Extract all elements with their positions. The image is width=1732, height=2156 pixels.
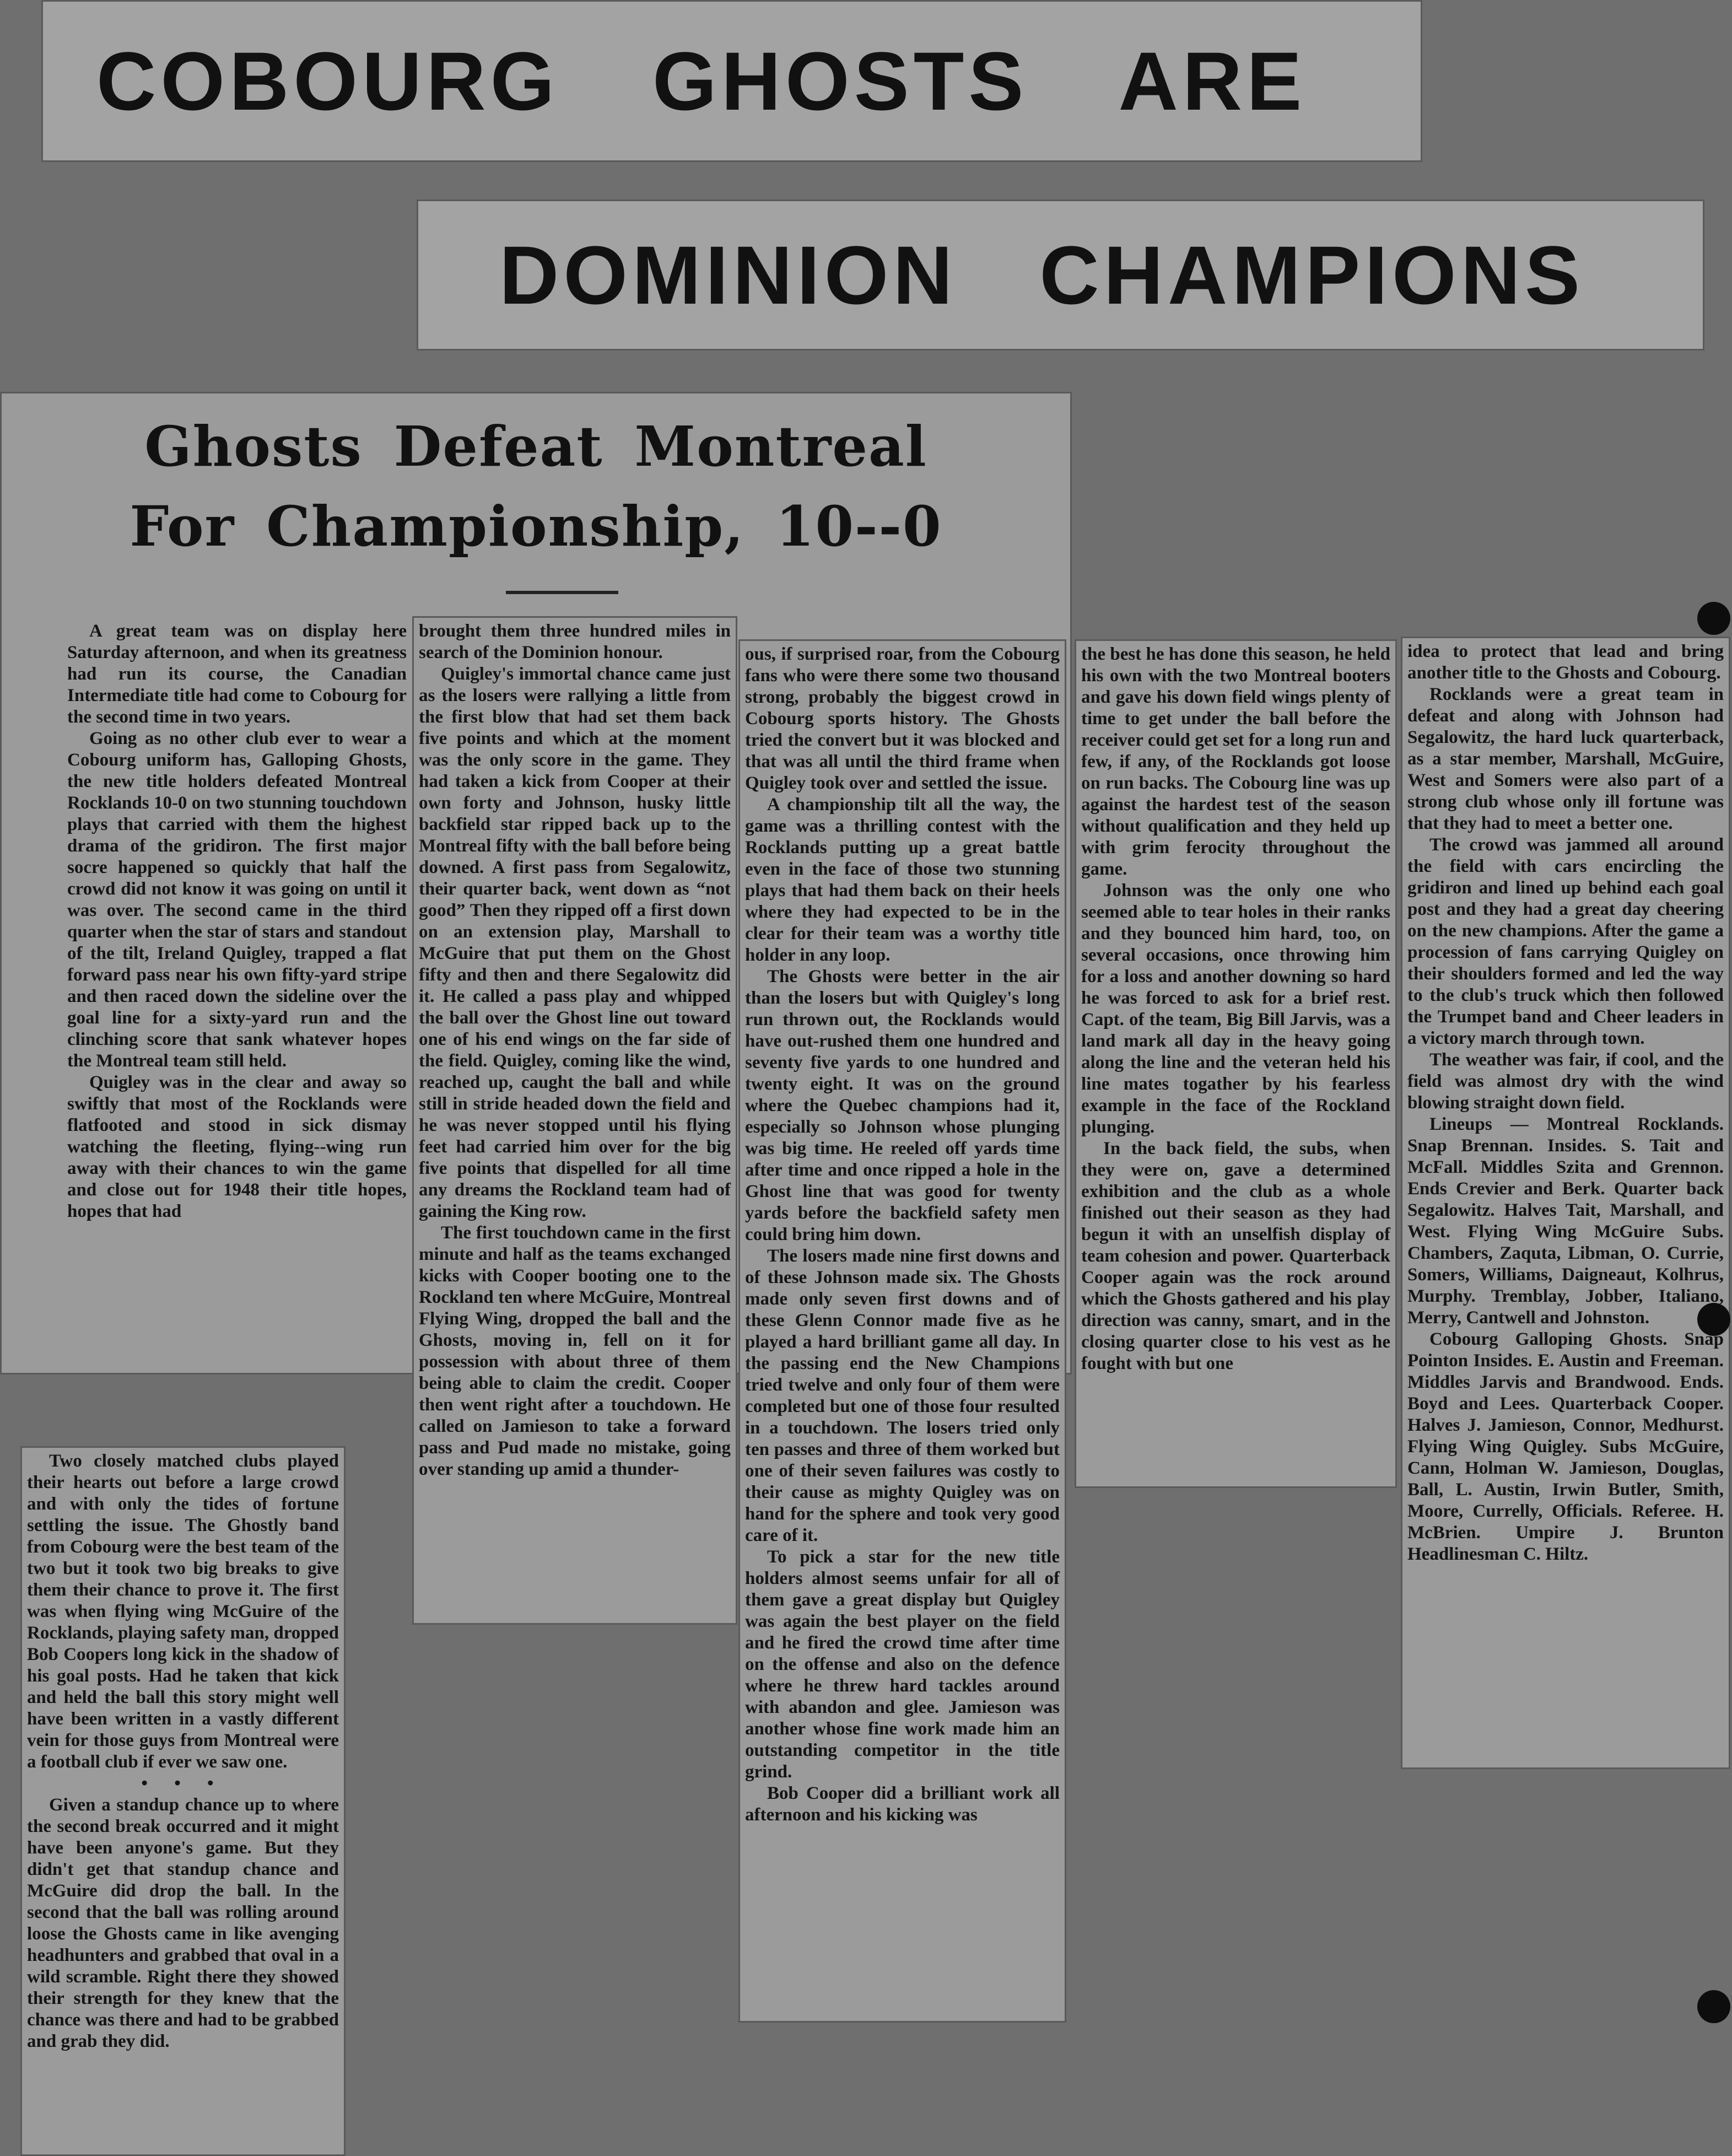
paragraph: The Ghosts were better in the air than the losers but with Quigley's long run thrown out, the Rocklands would have out-rushed them one hundred and seventy five yards to one hundred and twenty eight. It was on the ground where the Quebec champions had it, especially so Johnson whose plunging was big time. He reeled off yards time after time and once ripped a hole in the Ghost line that was good for twenty yards before the backfield safety men could bring him down.: [745, 967, 1060, 1244]
paragraph: idea to protect that lead and bring another title to the Ghosts and Cobourg.: [1407, 642, 1724, 683]
section-separator: • • •: [141, 1774, 225, 1793]
article-column-2: [412, 616, 737, 1625]
paragraph: The crowd was jammed all around the field with cars encircling the gridiron and lined up behind each goal post and they had a great day cheering on the new champions. After the game a procession of fans carrying Quigley on their shoulders formed and led the way to the club's truck which then followed the Trumpet band and Cheer leaders in a victory march through town.: [1407, 835, 1724, 1048]
paragraph: the best he has done this season, he held his own with the two Montreal booters and gave his down field wings plenty of time to get under the ball before the receiver could get set for a long run and few, if any, of the Rocklands got loose on run backs. The Cobourg line was up against the hardest test of the season without qualification and they held up with grim ferocity throughout the game.: [1081, 644, 1390, 879]
paragraph: The losers made nine first downs and of these Johnson made six. The Ghosts made only seven first downs and of these Glenn Connor made five as he played a hard brilliant game all day. In the passing end the New Champions tried twelve and only four of them were completed but one of those four resulted in a touchdown. The losers tried only ten passes and three of them worked but one of their seven failures was costly to their cause as mighty Quigley was on hand for the sphere and took very good care of it.: [745, 1246, 1060, 1545]
headline-clipping-1: [41, 0, 1422, 162]
headline-clipping-2: [417, 200, 1704, 351]
paragraph: brought them three hundred miles in search of the Dominion honour.: [419, 621, 731, 662]
paragraph: The first touchdown came in the first minute and half as the teams exchanged kicks with Cooper booting one to the Rockland ten where McGuire, Montreal Flying Wing, dropped the ball and the Ghosts, moving in, fell on it for possession with about three of them being able to claim the credit. Cooper then went right after a touchdown. He called on Jamieson to take a forward pass and Pud made no mistake, going over standing up amid a thunder-: [419, 1223, 731, 1479]
article-column-4: [1075, 639, 1397, 1488]
title-divider: [506, 591, 618, 594]
paragraph: Lineups — Montreal Rocklands. Snap Brennan. Insides. S. Tait and McFall. Middles Szita and Grennon. Ends Crevier and Berk. Quarter back Segalowitz. Halves Tait, Marshall, and West. Flying Wing McGuire Subs. Chambers, Zaquta, Libman, O. Currie, Somers, Williams, Daigneaut, Kolhrus, Murphy. Tremblay, Jobber, Italiano, Merry, Cantwell and Johnston.: [1407, 1114, 1724, 1328]
paragraph: To pick a star for the new title holders almost seems unfair for all of them gave a great display but Quigley was again the best player on the field and he fired the crowd time after time on the offense and also on the defence where he threw hard tackles around with abandon and glee. Jamieson was another whose fine work made him an outstanding competitor in the title grind.: [745, 1547, 1060, 1782]
paragraph: Quigley was in the clear and away so swiftly that most of the Rocklands were flatfooted and stood in sick dismay watching the fleeting, flying--wing run away with their chances to win the game and close out for 1948 their title hopes, hopes that had: [67, 1072, 407, 1221]
article-column-3: [738, 639, 1066, 2023]
article-title-line-1: Ghosts Defeat Montreal: [144, 414, 927, 479]
punch-hole-icon: [1697, 602, 1730, 635]
paragraph: Going as no other club ever to wear a Cobourg uniform has, Galloping Ghosts, the new title holders defeated Montreal Rocklands 10-0 on two stunning touchdown plays that carried with them the highest drama of the gridiron. The first major socre happened so quickly that half the crowd did not know it was going on until it was over. The second came in the third quarter when the star of stars and standout of the tilt, Ireland Quigley, trapped a flat forward pass near his own fifty-yard stripe and then raced down the sideline over the goal line for a sixty-yard run and the clinching score that sank whatever hopes the Montreal team still held.: [67, 729, 407, 1071]
article-title-line-2: For Championship, 10--0: [130, 494, 942, 559]
paragraph: Rocklands were a great team in defeat and along with Johnson had Segalowitz, the hard luck quarterback, as a star member, Marshall, McGuire, West and Somers were also part of a strong club whose only ill fortune was that they had to meet a better one.: [1407, 684, 1724, 833]
headline-line-2: DOMINION CHAMPIONS: [499, 228, 1584, 321]
article-column-1: [61, 616, 413, 1344]
paragraph: The weather was fair, if cool, and the field was almost dry with the wind blowing straight down field.: [1407, 1050, 1724, 1113]
paragraph: Quigley's immortal chance came just as the losers were rallying a little from the first blow that had set them back five points and which at the moment was the only score in the game. They had taken a kick from Cooper at their own forty and Johnson, husky little backfield star ripped back up to the Montreal fifty with the ball before being downed. A first pass from Segalowitz, their quarter back, went down as “not good” Then they ripped off a first down on an extension play, Marshall to McGuire that put them on the Ghost fifty and then and there Segalowitz did it. He called a pass play and whipped the ball over the Ghost line out toward one of his end wings on the far side of the field. Quigley, coming like the wind, reached up, caught the ball and while still in stride headed down the field and he was never stopped until his flying feet had carried him over for the big five points that dispelled for all time any dreams the Rockland team had of gaining the King row.: [419, 664, 731, 1221]
sidebar-clipping: [20, 1446, 346, 2156]
paragraph: A championship tilt all the way, the game was a thrilling contest with the Rocklands putting up a great battle even in the face of those two stunning plays that had them back on their heels where they had expected to be in the clear for their team was a worthy title holder in any loop.: [745, 795, 1060, 965]
punch-hole-icon: [1697, 1990, 1730, 2023]
paragraph: Cobourg Galloping Ghosts. Snap Pointon Insides. E. Austin and Freeman. Middles Jarvis and Brandwood. Ends. Boyd and Lees. Quarterback Cooper. Halves J. Jamieson, Connor, Medhurst. Flying Wing Quigley. Subs McGuire, Cann, Holman W. Jamieson, Douglas, Ball, L. Austin, Irwin Butler, Smith, Moore, Currelly, Officials. Referee. H. McBrien. Umpire J. Brunton Headlinesman C. Hiltz.: [1407, 1329, 1724, 1564]
headline-line-1: COBOURG GHOSTS ARE: [96, 34, 1307, 127]
paragraph: Two closely matched clubs played their hearts out before a large crowd and with only the tides of fortune settling the issue. The Ghostly band from Cobourg were the best team of the two but it took two big breaks to give them their chance to prove it. The first was when flying wing McGuire of the Rocklands, playing safety man, dropped Bob Coopers long kick in the shadow of his goal posts. Had he taken that kick and held the ball this story might well have been written in a vastly different vein for those guys from Montreal were a football club if ever we saw one.: [27, 1451, 339, 1772]
paragraph: ous, if surprised roar, from the Cobourg fans who were there some two thousand strong, probably the biggest crowd in Cobourg sports history. The Ghosts tried the convert but it was blocked and that was all until the third frame when Quigley took over and settled the issue.: [745, 644, 1060, 793]
paragraph: Given a standup chance up to where the second break occurred and it might have been anyone's game. But they didn't get that standup chance and McGuire did drop the ball. In the second that the ball was rolling around loose the Ghosts came in like avenging headhunters and grabbed that oval in a wild scramble. Right there they showed their strength for they knew that the chance was there and had to be grabbed and grab they did.: [27, 1795, 339, 2051]
paragraph: Bob Cooper did a brilliant work all afternoon and his kicking was: [745, 1783, 1060, 1825]
paragraph: In the back field, the subs, when they were on, gave a determined exhibition and the club as a whole finished out their season as they had begun it with an unselfish display of team cohesion and power. Quarterback Cooper again was the rock around which the Ghosts gathered and his play direction was canny, smart, and in the closing quarter close to his vest as he fought with but one: [1081, 1139, 1390, 1373]
paragraph: A great team was on display here Saturday afternoon, and when its greatness had run its course, the Canadian Intermediate title had come to Cobourg for the second time in two years.: [67, 621, 407, 727]
article-column-5: [1401, 637, 1730, 1769]
paragraph: Johnson was the only one who seemed able to tear holes in their ranks and they bounced him hard, too, on several occasions, once throwing him for a loss and another downing so hard he was forced to ask for a brief rest. Capt. of the team, Big Bill Jarvis, was a land mark all day in the heavy going along the line and the veteran held his line mates togather by his fearless example in the face of the Rockland plunging.: [1081, 881, 1390, 1137]
